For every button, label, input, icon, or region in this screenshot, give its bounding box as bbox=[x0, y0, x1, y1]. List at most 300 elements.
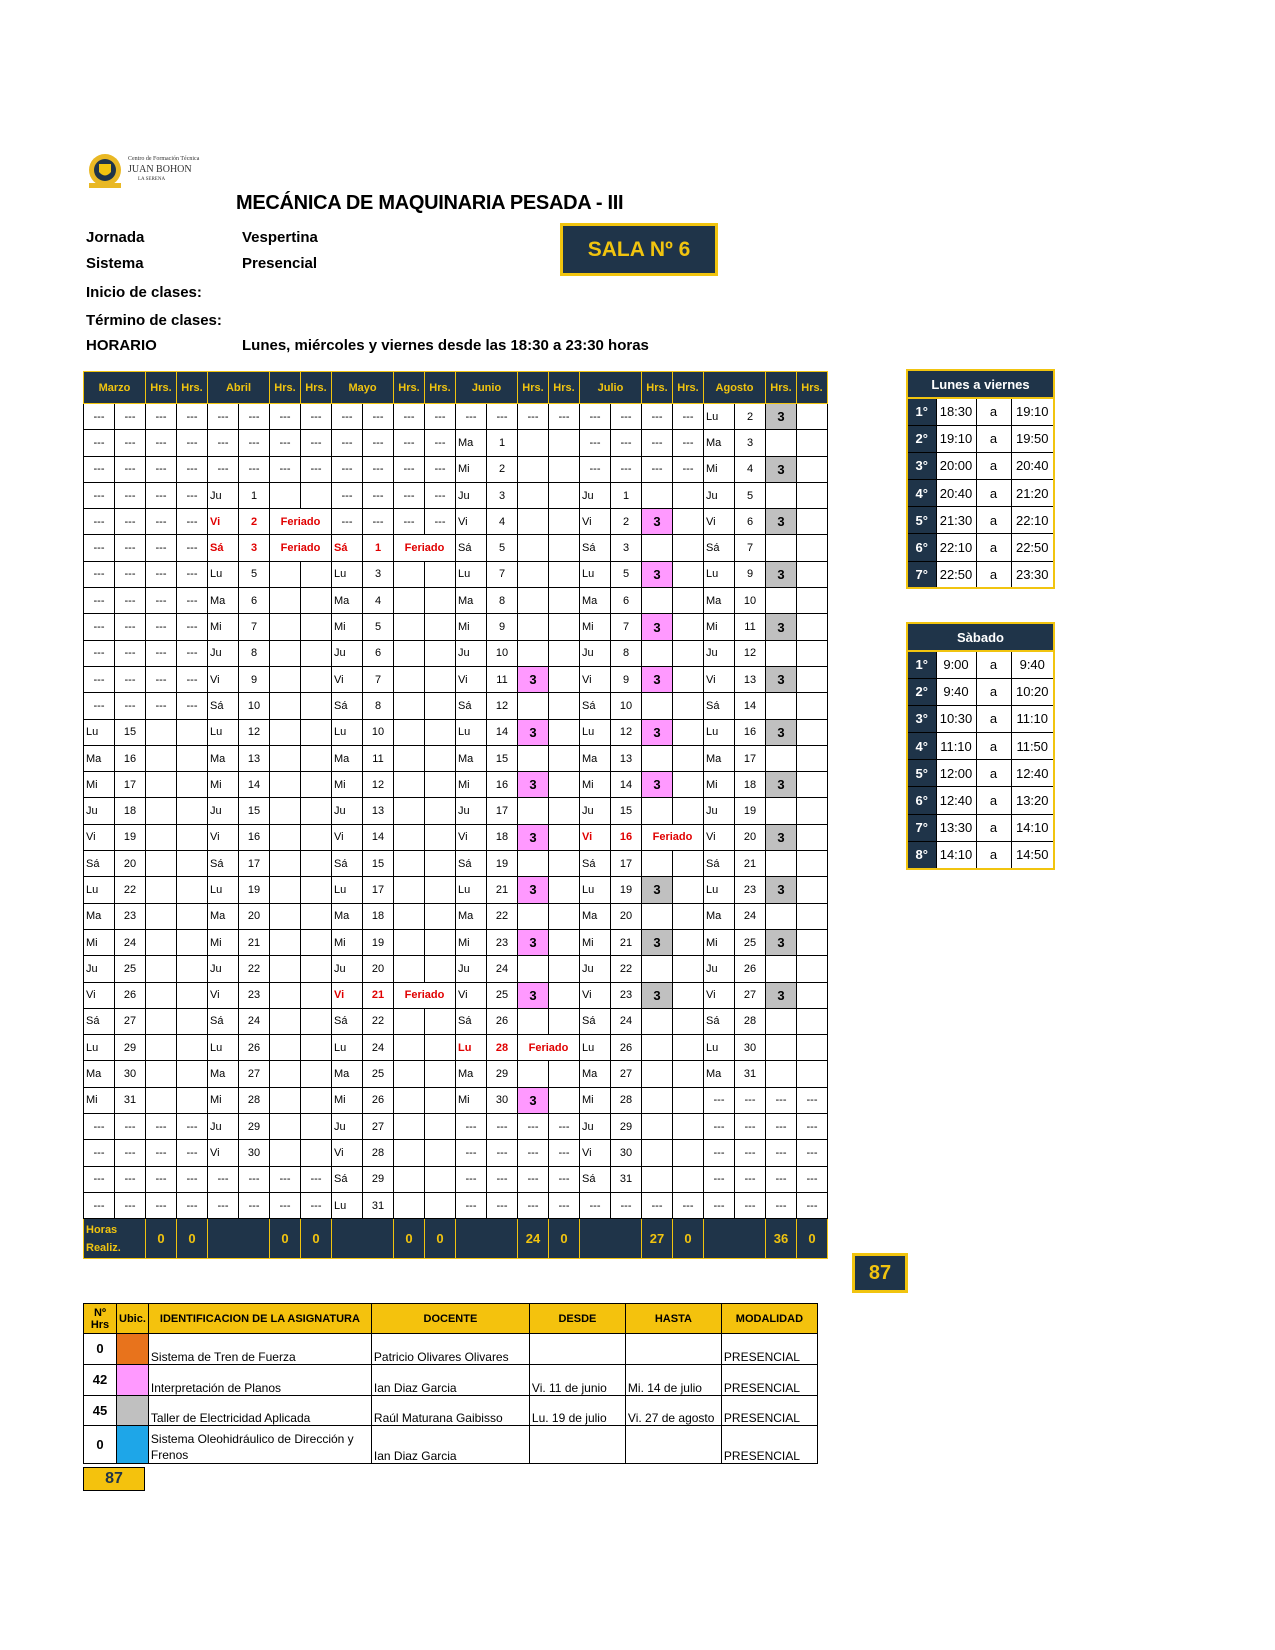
date-cell: 8 bbox=[363, 693, 394, 719]
date-cell: 3 bbox=[239, 535, 270, 561]
hours-cell-2 bbox=[797, 640, 828, 666]
month-header-junio: Junio bbox=[456, 372, 518, 404]
period-end: 9:40 bbox=[1011, 651, 1054, 678]
hours-cell bbox=[518, 1008, 549, 1034]
weekday-cell: Lu bbox=[208, 1035, 239, 1061]
subject-teacher: Patricio Olivares Olivares bbox=[371, 1334, 529, 1365]
period-separator: a bbox=[976, 841, 1011, 868]
calendar-row bbox=[84, 1192, 828, 1218]
date-cell: 24 bbox=[363, 1035, 394, 1061]
month-hours-total: 27 bbox=[642, 1219, 673, 1259]
weekday-cell: Mi bbox=[84, 772, 115, 798]
subject-name: Interpretación de Planos bbox=[148, 1364, 371, 1395]
hrs-header: Hrs. bbox=[301, 372, 332, 404]
empty-day-cell: --- bbox=[239, 456, 270, 482]
month-total-spacer bbox=[208, 1219, 270, 1259]
hours-cell-2 bbox=[301, 745, 332, 771]
empty-day-cell: --- bbox=[177, 1114, 208, 1140]
date-cell: 11 bbox=[363, 745, 394, 771]
hours-cell-2 bbox=[549, 666, 580, 692]
horario-label: HORARIO bbox=[86, 337, 157, 354]
date-cell: 1 bbox=[239, 482, 270, 508]
weekday-cell: Sá bbox=[704, 851, 735, 877]
empty-day-cell: --- bbox=[549, 1192, 580, 1218]
hours-cell-2 bbox=[797, 903, 828, 929]
hours-cell: 3 bbox=[766, 877, 797, 903]
weekday-cell: Ma bbox=[208, 903, 239, 929]
empty-day-cell: --- bbox=[704, 1166, 735, 1192]
date-cell: 15 bbox=[611, 798, 642, 824]
weekday-cell: Sá bbox=[704, 693, 735, 719]
hours-cell bbox=[270, 1008, 301, 1034]
hours-cell bbox=[394, 1008, 425, 1034]
subject-mode: PRESENCIAL bbox=[721, 1364, 817, 1395]
hours-cell-2 bbox=[301, 1035, 332, 1061]
empty-day-cell: --- bbox=[146, 588, 177, 614]
period-separator: a bbox=[976, 678, 1011, 705]
weekday-cell: Sá bbox=[704, 1008, 735, 1034]
date-cell: 7 bbox=[611, 614, 642, 640]
hours-cell bbox=[270, 956, 301, 982]
weekday-cell: Vi bbox=[456, 824, 487, 850]
weekday-cell: Sá bbox=[208, 693, 239, 719]
hours-cell-2 bbox=[301, 719, 332, 745]
date-cell: 1 bbox=[487, 430, 518, 456]
hours-cell-2 bbox=[797, 693, 828, 719]
hours-cell bbox=[146, 798, 177, 824]
date-cell: 13 bbox=[611, 745, 642, 771]
period-end: 11:50 bbox=[1011, 733, 1054, 760]
weekday-cell: Ju bbox=[332, 798, 363, 824]
hours-cell-2 bbox=[673, 956, 704, 982]
hours-done-label bbox=[84, 1219, 146, 1259]
hours-cell bbox=[270, 929, 301, 955]
subject-hours: 45 bbox=[84, 1395, 117, 1426]
hours-cell bbox=[766, 851, 797, 877]
weekday-cell: Mi bbox=[332, 772, 363, 798]
hours-cell bbox=[270, 1114, 301, 1140]
subject-teacher: Ian Diaz Garcia bbox=[371, 1426, 529, 1464]
weekday-cell: Ma bbox=[84, 1061, 115, 1087]
weekday-cell: Vi bbox=[456, 666, 487, 692]
hours-cell-2 bbox=[425, 1166, 456, 1192]
empty-day-cell: --- bbox=[270, 430, 301, 456]
date-cell: 4 bbox=[363, 588, 394, 614]
hours-cell bbox=[642, 1166, 673, 1192]
hours-cell bbox=[394, 561, 425, 587]
saturday-period-row bbox=[907, 841, 1054, 868]
holiday-cell: Feriado bbox=[270, 535, 332, 561]
date-cell: 29 bbox=[115, 1035, 146, 1061]
empty-day-cell: --- bbox=[363, 430, 394, 456]
period-start: 18:30 bbox=[936, 398, 976, 425]
hours-cell-2 bbox=[549, 509, 580, 535]
empty-day-cell: --- bbox=[177, 509, 208, 535]
empty-day-cell: --- bbox=[301, 430, 332, 456]
empty-day-cell: --- bbox=[518, 1114, 549, 1140]
weekday-cell: Ju bbox=[332, 640, 363, 666]
date-cell: 13 bbox=[363, 798, 394, 824]
hours-cell bbox=[518, 903, 549, 929]
hours-cell bbox=[642, 640, 673, 666]
subjects-header-cell: HASTA bbox=[625, 1304, 721, 1334]
weekday-cell: Ma bbox=[332, 745, 363, 771]
date-cell: 4 bbox=[487, 509, 518, 535]
saturday-period-row bbox=[907, 733, 1054, 760]
hours-cell bbox=[766, 1035, 797, 1061]
date-cell: 30 bbox=[611, 1140, 642, 1166]
month-total-spacer bbox=[580, 1219, 642, 1259]
date-cell: 21 bbox=[363, 982, 394, 1008]
hours-cell bbox=[394, 640, 425, 666]
hours-cell bbox=[766, 1008, 797, 1034]
empty-day-cell: --- bbox=[177, 693, 208, 719]
empty-day-cell: --- bbox=[177, 535, 208, 561]
empty-day-cell: --- bbox=[301, 404, 332, 430]
date-cell: 28 bbox=[487, 1035, 518, 1061]
hours-cell bbox=[270, 666, 301, 692]
hours-cell-2 bbox=[301, 982, 332, 1008]
weekday-cell: Vi bbox=[208, 982, 239, 1008]
weekday-cell: Sá bbox=[580, 1008, 611, 1034]
saturday-period-row bbox=[907, 651, 1054, 678]
holiday-cell: Feriado bbox=[394, 982, 456, 1008]
hours-cell: 3 bbox=[518, 982, 549, 1008]
empty-day-cell: --- bbox=[208, 430, 239, 456]
empty-day-cell: --- bbox=[518, 1166, 549, 1192]
hours-cell-2 bbox=[797, 982, 828, 1008]
subject-color-swatch bbox=[117, 1395, 149, 1426]
period-end: 13:20 bbox=[1011, 787, 1054, 814]
date-cell: 12 bbox=[363, 772, 394, 798]
date-cell: 18 bbox=[487, 824, 518, 850]
hours-cell bbox=[642, 1035, 673, 1061]
date-cell: 24 bbox=[487, 956, 518, 982]
hours-cell bbox=[146, 772, 177, 798]
period-start: 12:40 bbox=[936, 787, 976, 814]
hrs-header: Hrs. bbox=[766, 372, 797, 404]
date-cell: 10 bbox=[239, 693, 270, 719]
weekday-cell: Ma bbox=[456, 745, 487, 771]
hours-cell-2 bbox=[301, 666, 332, 692]
empty-day-cell: --- bbox=[177, 482, 208, 508]
holiday-cell: Feriado bbox=[642, 824, 704, 850]
empty-day-cell: --- bbox=[394, 509, 425, 535]
logo-line-2: JUAN BOHON bbox=[128, 164, 192, 175]
calendar-row bbox=[84, 535, 828, 561]
date-cell: 20 bbox=[239, 903, 270, 929]
hours-cell-2 bbox=[673, 1008, 704, 1034]
hours-cell-2 bbox=[797, 877, 828, 903]
date-cell: 5 bbox=[363, 614, 394, 640]
hours-cell-2 bbox=[177, 772, 208, 798]
weekday-cell: Ma bbox=[208, 745, 239, 771]
hours-cell-2 bbox=[425, 772, 456, 798]
hours-cell-2 bbox=[797, 772, 828, 798]
calendar-row bbox=[84, 719, 828, 745]
hours-cell bbox=[270, 798, 301, 824]
date-cell: 19 bbox=[611, 877, 642, 903]
weekday-cell: Vi bbox=[208, 1140, 239, 1166]
hours-cell-2 bbox=[549, 640, 580, 666]
empty-day-cell: --- bbox=[611, 430, 642, 456]
hours-cell bbox=[642, 1008, 673, 1034]
date-cell: 2 bbox=[487, 456, 518, 482]
date-cell: 24 bbox=[611, 1008, 642, 1034]
weekday-cell: Lu bbox=[84, 719, 115, 745]
empty-day-cell: --- bbox=[115, 1166, 146, 1192]
date-cell: 4 bbox=[735, 456, 766, 482]
subject-name: Sistema de Tren de Fuerza bbox=[148, 1334, 371, 1365]
date-cell: 29 bbox=[363, 1166, 394, 1192]
weekday-cell: Ma bbox=[456, 588, 487, 614]
institution-logo bbox=[84, 150, 200, 196]
hours-cell bbox=[146, 719, 177, 745]
hours-cell bbox=[394, 1114, 425, 1140]
weekday-period-row bbox=[907, 480, 1054, 507]
date-cell: 12 bbox=[735, 640, 766, 666]
subjects-header-cell: DESDE bbox=[529, 1304, 625, 1334]
weekday-cell: Ma bbox=[84, 745, 115, 771]
weekday-cell: Mi bbox=[456, 929, 487, 955]
date-cell: 21 bbox=[611, 929, 642, 955]
empty-day-cell: --- bbox=[177, 640, 208, 666]
hours-cell-2 bbox=[425, 640, 456, 666]
date-cell: 14 bbox=[487, 719, 518, 745]
date-cell: 19 bbox=[115, 824, 146, 850]
date-cell: 10 bbox=[363, 719, 394, 745]
period-number: 8° bbox=[907, 841, 936, 868]
hours-cell-2 bbox=[797, 535, 828, 561]
hours-cell bbox=[394, 1140, 425, 1166]
date-cell: 1 bbox=[363, 535, 394, 561]
empty-day-cell: --- bbox=[301, 1192, 332, 1218]
hours-cell-2 bbox=[177, 982, 208, 1008]
subject-color-swatch bbox=[117, 1364, 149, 1395]
period-number: 4° bbox=[907, 733, 936, 760]
hours-cell-2 bbox=[425, 1114, 456, 1140]
weekday-cell: Lu bbox=[332, 719, 363, 745]
weekday-period-row bbox=[907, 452, 1054, 479]
weekday-cell: Ma bbox=[704, 1061, 735, 1087]
weekday-period-row bbox=[907, 425, 1054, 452]
weekday-cell: Vi bbox=[84, 824, 115, 850]
date-cell: 30 bbox=[735, 1035, 766, 1061]
weekday-cell: Lu bbox=[332, 1192, 363, 1218]
hours-cell: 3 bbox=[766, 982, 797, 1008]
empty-day-cell: --- bbox=[177, 404, 208, 430]
hours-cell-2 bbox=[797, 588, 828, 614]
weekday-cell: Lu bbox=[208, 561, 239, 587]
month-header-agosto: Agosto bbox=[704, 372, 766, 404]
hours-cell-2 bbox=[177, 719, 208, 745]
weekday-cell: Lu bbox=[704, 1035, 735, 1061]
date-cell: 23 bbox=[239, 982, 270, 1008]
hours-cell bbox=[642, 1087, 673, 1113]
date-cell: 22 bbox=[611, 956, 642, 982]
room-badge: SALA Nº 6 bbox=[560, 223, 718, 276]
calendar-row bbox=[84, 1087, 828, 1113]
date-cell: 5 bbox=[735, 482, 766, 508]
date-cell: 8 bbox=[487, 588, 518, 614]
hours-cell bbox=[642, 903, 673, 929]
empty-day-cell: --- bbox=[177, 561, 208, 587]
page-title: MECÁNICA DE MAQUINARIA PESADA - III bbox=[236, 192, 624, 214]
hours-cell bbox=[394, 1192, 425, 1218]
empty-day-cell: --- bbox=[84, 1192, 115, 1218]
empty-day-cell: --- bbox=[797, 1087, 828, 1113]
date-cell: 23 bbox=[735, 877, 766, 903]
period-start: 12:00 bbox=[936, 760, 976, 787]
date-cell: 27 bbox=[115, 1008, 146, 1034]
hours-cell bbox=[146, 1035, 177, 1061]
date-cell: 20 bbox=[115, 851, 146, 877]
date-cell: 11 bbox=[735, 614, 766, 640]
empty-day-cell: --- bbox=[487, 1140, 518, 1166]
period-separator: a bbox=[976, 733, 1011, 760]
weekday-cell: Ma bbox=[332, 588, 363, 614]
weekday-cell: Ma bbox=[84, 903, 115, 929]
subject-teacher: Ian Diaz Garcia bbox=[371, 1364, 529, 1395]
hours-cell bbox=[270, 1035, 301, 1061]
date-cell: 23 bbox=[115, 903, 146, 929]
empty-day-cell: --- bbox=[84, 666, 115, 692]
hours-cell bbox=[518, 456, 549, 482]
hours-cell-2 bbox=[673, 798, 704, 824]
empty-day-cell: --- bbox=[704, 1192, 735, 1218]
logo-line-1: Centro de Formación Técnica bbox=[128, 156, 200, 162]
weekday-cell: Vi bbox=[456, 509, 487, 535]
hours-cell bbox=[270, 561, 301, 587]
date-cell: 25 bbox=[363, 1061, 394, 1087]
weekday-cell: Ju bbox=[456, 482, 487, 508]
hours-cell-2 bbox=[301, 693, 332, 719]
hours-cell-2 bbox=[177, 877, 208, 903]
weekday-cell: Ju bbox=[208, 640, 239, 666]
hours-cell-2 bbox=[797, 1061, 828, 1087]
hours-cell: 3 bbox=[766, 509, 797, 535]
hours-cell bbox=[394, 851, 425, 877]
holiday-cell: Feriado bbox=[394, 535, 456, 561]
empty-day-cell: --- bbox=[518, 404, 549, 430]
hours-cell bbox=[270, 824, 301, 850]
empty-day-cell: --- bbox=[766, 1166, 797, 1192]
period-separator: a bbox=[976, 452, 1011, 479]
month-hours-total: 0 bbox=[270, 1219, 301, 1259]
empty-day-cell: --- bbox=[766, 1140, 797, 1166]
hours-cell-2 bbox=[797, 456, 828, 482]
hours-cell-2 bbox=[797, 666, 828, 692]
weekday-cell: Vi bbox=[332, 666, 363, 692]
weekday-cell: Ma bbox=[580, 588, 611, 614]
hrs-header: Hrs. bbox=[549, 372, 580, 404]
period-start: 9:40 bbox=[936, 678, 976, 705]
date-cell: 26 bbox=[611, 1035, 642, 1061]
hours-cell bbox=[270, 588, 301, 614]
date-cell: 13 bbox=[735, 666, 766, 692]
hours-cell: 3 bbox=[766, 824, 797, 850]
empty-day-cell: --- bbox=[115, 614, 146, 640]
subject-from: Lu. 19 de julio bbox=[529, 1395, 625, 1426]
weekday-cell: Ma bbox=[580, 1061, 611, 1087]
empty-day-cell: --- bbox=[146, 666, 177, 692]
weekday-cell: Vi bbox=[580, 824, 611, 850]
empty-day-cell: --- bbox=[146, 1140, 177, 1166]
inicio-label: Inicio de clases: bbox=[86, 284, 202, 301]
empty-day-cell: --- bbox=[115, 430, 146, 456]
empty-day-cell: --- bbox=[580, 456, 611, 482]
hours-cell-2 bbox=[797, 430, 828, 456]
hours-cell: 3 bbox=[642, 929, 673, 955]
hours-cell-2 bbox=[673, 1114, 704, 1140]
weekday-cell: Sá bbox=[456, 693, 487, 719]
hours-cell-2 bbox=[425, 1140, 456, 1166]
empty-day-cell: --- bbox=[115, 561, 146, 587]
hours-cell-2 bbox=[673, 588, 704, 614]
empty-day-cell: --- bbox=[332, 456, 363, 482]
empty-day-cell: --- bbox=[735, 1166, 766, 1192]
empty-day-cell: --- bbox=[797, 1114, 828, 1140]
hours-cell: 3 bbox=[642, 509, 673, 535]
date-cell: 3 bbox=[363, 561, 394, 587]
empty-day-cell: --- bbox=[270, 404, 301, 430]
period-end: 19:50 bbox=[1011, 425, 1054, 452]
hours-cell-2 bbox=[673, 666, 704, 692]
date-cell: 16 bbox=[487, 772, 518, 798]
date-cell: 28 bbox=[735, 1008, 766, 1034]
horario-value: Lunes, miércoles y viernes desde las 18:30 a 23:30 horas bbox=[242, 337, 649, 354]
date-cell: 31 bbox=[115, 1087, 146, 1113]
weekday-cell: Sá bbox=[332, 535, 363, 561]
hours-cell-2 bbox=[425, 956, 456, 982]
weekday-cell: Ju bbox=[456, 956, 487, 982]
empty-day-cell: --- bbox=[518, 1192, 549, 1218]
hours-cell-2 bbox=[301, 956, 332, 982]
hours-cell bbox=[146, 1008, 177, 1034]
weekday-cell: Ma bbox=[704, 745, 735, 771]
sistema-label: Sistema bbox=[86, 255, 144, 272]
weekday-period-row bbox=[907, 561, 1054, 588]
subject-hours: 0 bbox=[84, 1334, 117, 1365]
hours-cell-2 bbox=[797, 851, 828, 877]
hours-cell bbox=[270, 903, 301, 929]
weekday-cell: Ju bbox=[704, 956, 735, 982]
period-start: 22:10 bbox=[936, 534, 976, 561]
empty-day-cell: --- bbox=[115, 640, 146, 666]
empty-day-cell: --- bbox=[84, 588, 115, 614]
hours-cell-2 bbox=[673, 903, 704, 929]
hours-cell-2 bbox=[301, 482, 332, 508]
calendar-row bbox=[84, 482, 828, 508]
weekday-cell: Ju bbox=[332, 956, 363, 982]
hours-cell-2 bbox=[673, 561, 704, 587]
hours-cell bbox=[642, 798, 673, 824]
hours-cell-2 bbox=[177, 798, 208, 824]
hours-cell-2 bbox=[425, 745, 456, 771]
period-separator: a bbox=[976, 705, 1011, 732]
subject-hours: 42 bbox=[84, 1364, 117, 1395]
empty-day-cell: --- bbox=[456, 404, 487, 430]
period-number: 3° bbox=[907, 452, 936, 479]
hours-cell: 3 bbox=[766, 929, 797, 955]
hours-cell bbox=[270, 772, 301, 798]
date-cell: 7 bbox=[363, 666, 394, 692]
period-start: 9:00 bbox=[936, 651, 976, 678]
period-end: 11:10 bbox=[1011, 705, 1054, 732]
date-cell: 17 bbox=[611, 851, 642, 877]
weekday-cell: Lu bbox=[580, 561, 611, 587]
date-cell: 30 bbox=[487, 1087, 518, 1113]
